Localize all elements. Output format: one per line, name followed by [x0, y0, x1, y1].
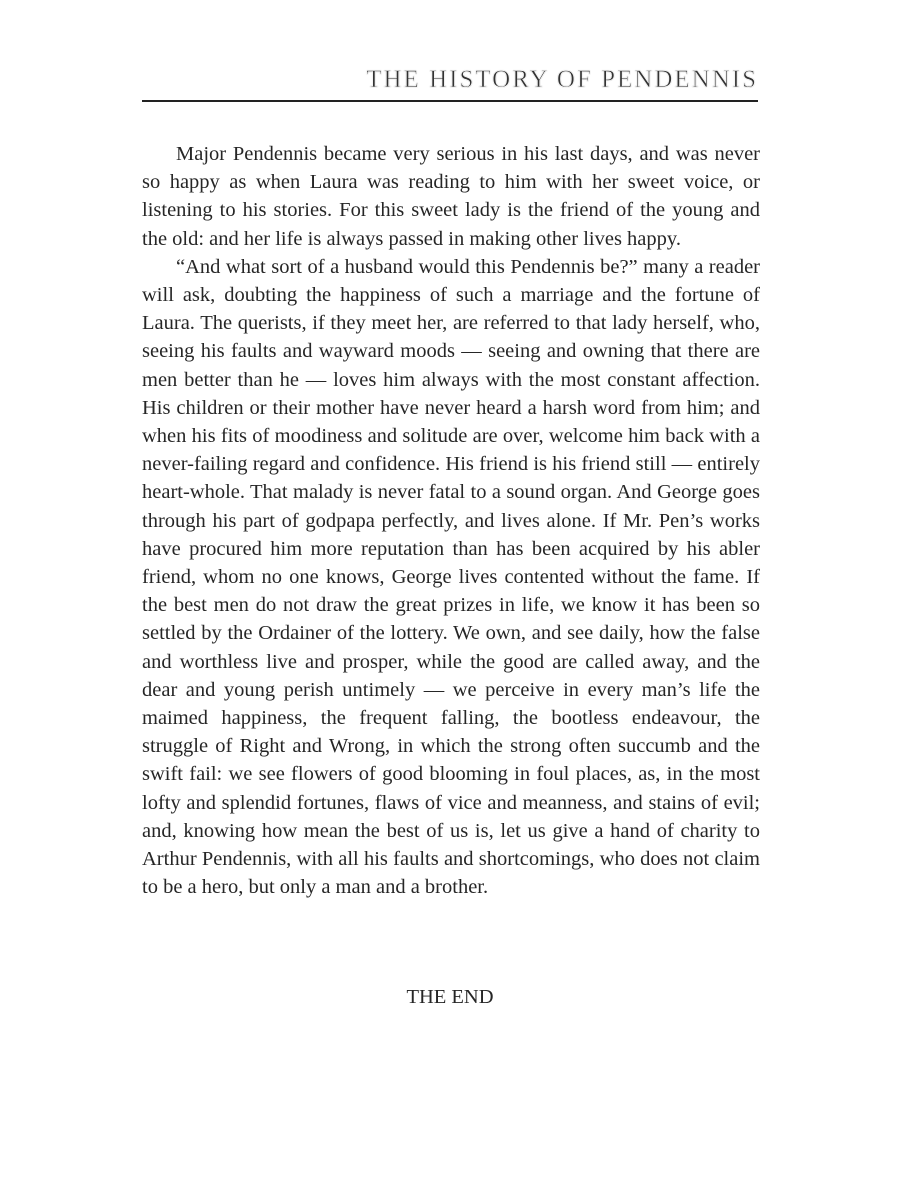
paragraph-husband-question: “And what sort of a husband would this Pendennis be?” many a reader will ask, doubting the happiness of such a marriage and the fortune of Laura. The querists, if they meet her, are referred to that lady herself, who, seeing his faults and wayward moods — seeing and owning that there are men better than he — loves him always with the most constant affection. His children or their mother have never heard a harsh word from him; and when his fits of moodiness and solitude are over, welcome him back with a never-failing regard and confidence. His friend is his friend still — entirely heart-whole. That malady is never fatal to a sound organ. And George goes through his part of godpapa perfectly, and lives alone. If Mr. Pen’s works have procured him more reputation than has been acquired by his abler friend, whom no one knows, George lives contented without the fame. If the best men do not draw the great prizes in life, we know it has been so settled by the Ordainer of the lottery. We own, and see daily, how the false and worthless live and prosper, while the good are called away, and the dear and young perish untimely — we perceive in every man’s life the maimed happiness, the frequent falling, the bootless endeavour, the struggle of Right and Wrong, in which the strong often succumb and the swift fail: we see flowers of good blooming in foul places, as, in the most lofty and splendid fortunes, flaws of vice and meanness, and stains of evil; and, knowing how mean the best of us is, let us give a hand of charity to Arthur Pendennis, with all his faults and shortcomings, who does not claim to be a hero, but only a man and a brother.	[142, 255, 760, 899]
paragraph-major-pendennis: Major Pendennis became very serious in his last days, and was never so happy as when Laura was reading to him with her sweet voice, or listening to his stories. For this sweet lady is the friend of the young and the old: and her life is always passed in making other lives happy.	[142, 143, 760, 250]
the-end-label: THE END	[406, 986, 494, 1008]
body-text	[142, 140, 760, 901]
running-head-title: THE HISTORY OF PENDENNIS	[366, 66, 758, 93]
header-rule	[142, 100, 758, 102]
